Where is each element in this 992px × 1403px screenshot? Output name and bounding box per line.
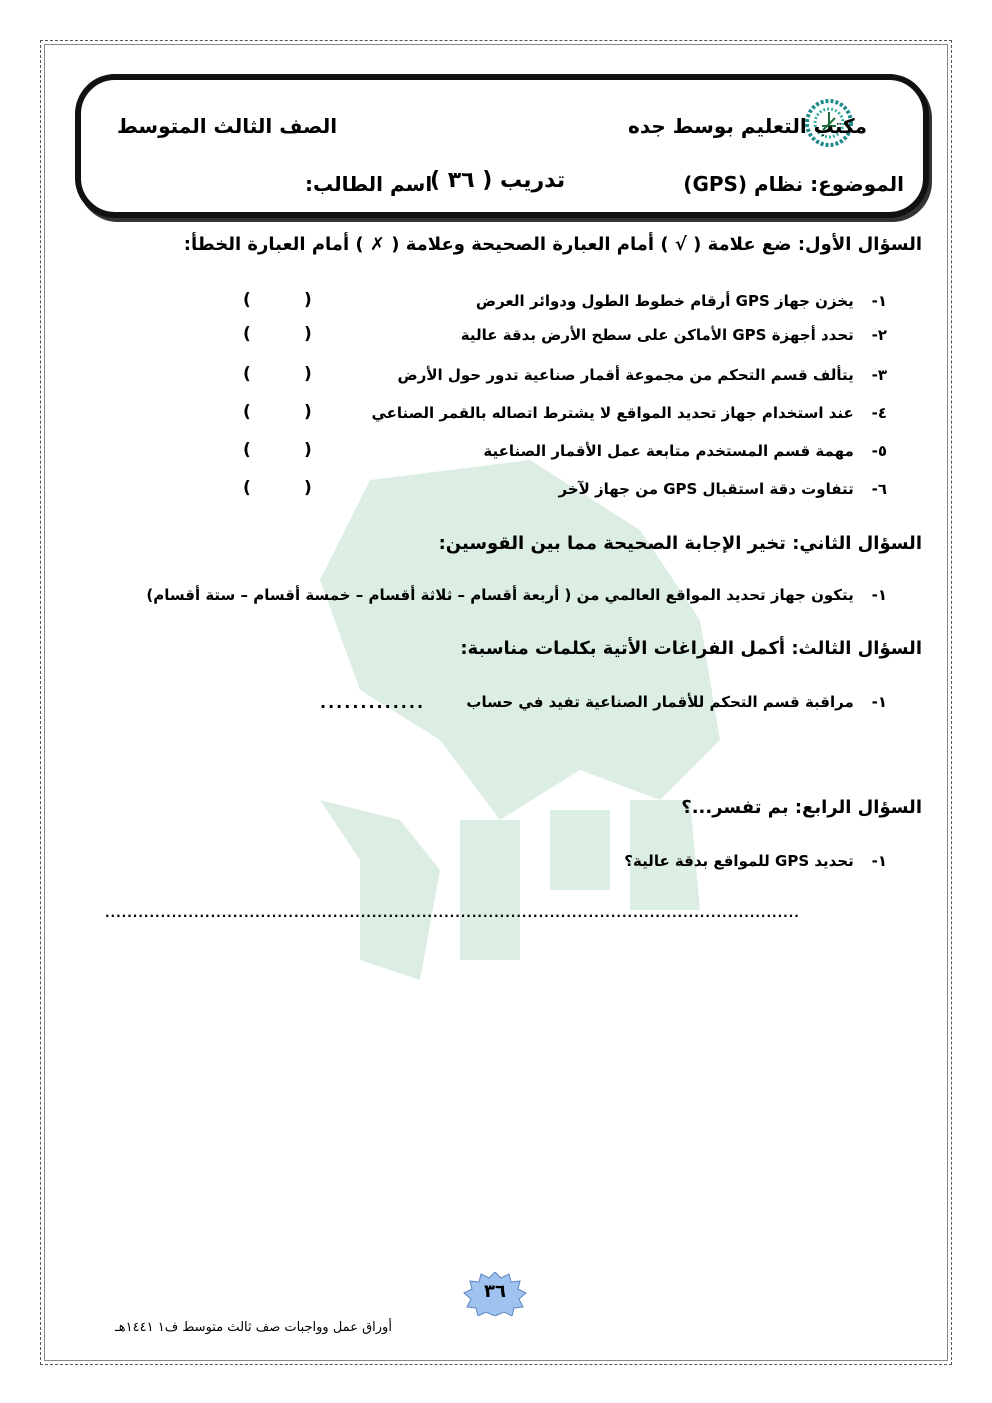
page-number: ٣٦ (484, 1281, 506, 1302)
item-number: ٤- (871, 404, 887, 422)
question3-heading: السؤال الثالث: أكمل الفراغات الأتية بكلمات مناسبة: (460, 638, 922, 659)
item-number: ٦- (871, 480, 887, 498)
student-name-label: اسم الطالب: (305, 172, 433, 196)
question1-heading: السؤال الأول: ضع علامة ( √ ) أمام العبارة الصحيحة وعلامة ( ✗ ) أمام العبارة الخطأ: (183, 234, 922, 255)
answer-line[interactable]: ............................................................................................................................. (105, 906, 800, 920)
answer-parentheses[interactable]: ( ) (243, 324, 312, 344)
question1-item-4 (371, 404, 887, 422)
header-box (75, 74, 929, 218)
question1-item-5 (483, 442, 887, 460)
grade-label: الصف الثالث المتوسط (117, 114, 338, 138)
question1-item-1 (476, 292, 887, 310)
question2-item-1 (146, 586, 887, 604)
item-text: يتألف قسم التحكم من مجموعة أقمار صناعية تدور حول الأرض (397, 366, 854, 384)
item-text: تحدد أجهزة GPS الأماكن على سطح الأرض بدقة عالية (460, 326, 854, 344)
item-number: ١- (871, 586, 887, 604)
question4-item-1 (624, 852, 887, 870)
item-text: تحديد GPS للمواقع بدقة عالية؟ (624, 852, 854, 870)
education-office-title: مكتب التعليم بوسط جده (628, 114, 867, 138)
question4-heading: السؤال الرابع: بم تفسر...؟ (681, 797, 922, 818)
question2-heading: السؤال الثاني: تخير الإجابة الصحيحة مما بين القوسين: (438, 533, 922, 554)
item-text: مراقبة قسم التحكم للأقمار الصناعية تفيد في حساب (466, 693, 854, 711)
item-number: ٢- (871, 326, 887, 344)
question3-item-1 (466, 693, 887, 711)
item-number: ١- (871, 292, 887, 310)
item-number: ٣- (871, 366, 887, 384)
question1-item-2 (461, 326, 887, 344)
item-text: تتفاوت دقة استقبال GPS من جهاز لآخر (558, 480, 854, 498)
item-number: ١- (871, 693, 887, 711)
answer-parentheses[interactable]: ( ) (243, 290, 312, 310)
topic-label: الموضوع: نظام (GPS) (683, 172, 904, 196)
item-text: مهمة قسم المستخدم متابعة عمل الأقمار الصناعية (483, 442, 854, 460)
footer-text: أوراق عمل وواجبات صف ثالث متوسط ف١ ١٤٤١هـ (115, 1320, 392, 1335)
question1-item-3 (398, 366, 887, 384)
item-text: يخزن جهاز GPS أرقام خطوط الطول ودوائر العرض (475, 292, 854, 310)
answer-parentheses[interactable]: ( ) (243, 402, 312, 422)
item-text: يتكون جهاز تحديد المواقع العالمي من ( أربعة أقسام – ثلاثة أقسام – خمسة أقسام – ستة أقسام) (146, 586, 854, 604)
item-text: عند استخدام جهاز تحديد المواقع لا يشترط اتصاله بالقمر الصناعي (371, 404, 854, 422)
question1-item-6 (558, 480, 887, 498)
item-number: ١- (871, 852, 887, 870)
training-number: تدريب ( ٣٦ ) (430, 168, 566, 193)
answer-parentheses[interactable]: ( ) (243, 440, 312, 460)
fill-blank-line[interactable]: ............. (320, 693, 426, 712)
answer-parentheses[interactable]: ( ) (243, 364, 312, 384)
item-number: ٥- (871, 442, 887, 460)
answer-parentheses[interactable]: ( ) (243, 478, 312, 498)
